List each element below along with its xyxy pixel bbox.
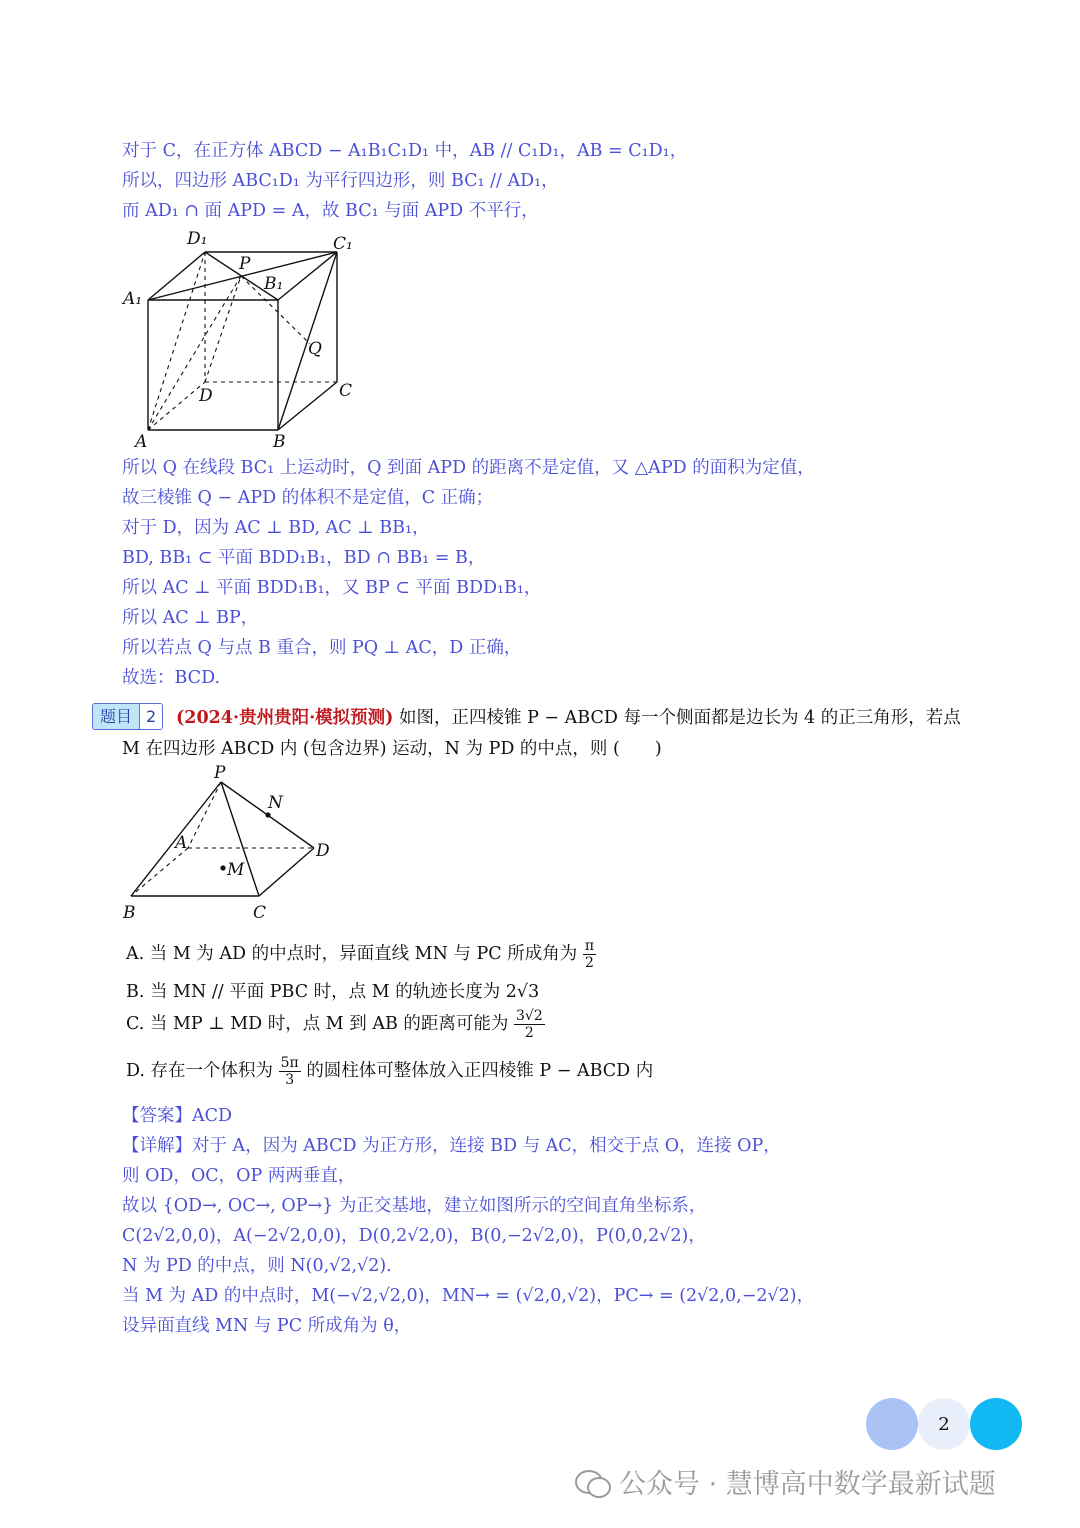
- solution-line: 所以若点 Q 与点 B 重合，则 PQ ⊥ AC，D 正确，: [122, 638, 522, 658]
- solution-line: 所以 AC ⊥ BP，: [122, 608, 259, 628]
- answer-section: [122, 1101, 814, 1341]
- label-B: B: [123, 903, 136, 923]
- footer-watermark: [575, 1462, 996, 1501]
- solution-line: 对于 D，因为 AC ⊥ BD, AC ⊥ BB₁，: [122, 518, 430, 538]
- option-c-num: 3√2: [516, 1008, 543, 1024]
- option-c-fraction: [514, 1008, 545, 1041]
- option-a-den: 2: [584, 955, 594, 971]
- badge-number: 2: [139, 704, 162, 729]
- solution-top: [122, 136, 687, 226]
- label-C: C: [253, 903, 267, 923]
- label-B: B: [273, 432, 286, 452]
- label-D: D: [199, 386, 213, 406]
- label-N: N: [268, 793, 283, 813]
- detail-line: 【详解】对于 A，因为 ABCD 为正方形，连接 BD 与 AC，相交于点 O，连接 OP，: [122, 1136, 781, 1156]
- option-c-den: 2: [524, 1025, 534, 1041]
- badge-label: 题目: [93, 704, 139, 729]
- label-P: P: [214, 763, 226, 783]
- option-c: [126, 1008, 545, 1041]
- solution-line: 所以 Q 在线段 BC₁ 上运动时，Q 到面 APD 的距离不是定值，又 △APD 的面积为定值，: [122, 458, 815, 478]
- pyramid-figure: [115, 760, 350, 925]
- label-A: A: [175, 833, 188, 853]
- option-a-text: A. 当 M 为 AD 的中点时，异面直线 MN 与 PC 所成角为: [126, 944, 578, 964]
- label-A: A: [135, 432, 148, 452]
- label-Q: Q: [308, 339, 322, 359]
- detail-line: 当 M 为 AD 的中点时，M(−√2,√2,0)，MN→ = (√2,0,√2)，PC→ = (2√2,0,−2√2)，: [122, 1286, 815, 1306]
- label-B1: B₁: [264, 274, 284, 294]
- footer-text: 公众号 · 慧博高中数学最新试题: [619, 1469, 996, 1500]
- question-source: (2024·贵州贵阳·模拟预测): [176, 708, 394, 728]
- page-number-circle: [918, 1398, 970, 1450]
- option-d-fraction: [279, 1055, 301, 1088]
- detail-line: 故以 {OD→, OC→, OP→} 为正交基地，建立如图所示的空间直角坐标系，: [122, 1196, 707, 1216]
- option-d: [126, 1055, 653, 1088]
- solution-line: 对于 C，在正方体 ABCD − A₁B₁C₁D₁ 中，AB // C₁D₁，AB = C₁D₁，: [122, 141, 688, 161]
- label-C: C: [339, 381, 353, 401]
- option-a-num: π: [584, 938, 595, 954]
- detail-line: C(2√2,0,0)，A(−2√2,0,0)，D(0,2√2,0)，B(0,−2√2,0)，P(0,0,2√2)，: [122, 1226, 706, 1246]
- option-a-fraction: [583, 938, 596, 971]
- label-A1: A₁: [123, 289, 143, 309]
- question-line-2: M 在四边形 ABCD 内 (包含边界) 运动，N 为 PD 的中点，则 ( ): [122, 739, 662, 759]
- page-circle-left: [866, 1398, 918, 1450]
- question-text-1: 如图，正四棱锥 P − ABCD 每一个侧面都是边长为 4 的正三角形，若点: [393, 708, 961, 728]
- page-circle-right: [970, 1398, 1022, 1450]
- solution-line: 故选：BCD.: [122, 668, 221, 688]
- label-M: M: [227, 860, 245, 880]
- solution-mid: [122, 453, 815, 693]
- solution-line: 而 AD₁ ∩ 面 APD = A，故 BC₁ 与面 APD 不平行，: [122, 201, 539, 221]
- solution-line: 所以，四边形 ABC₁D₁ 为平行四边形，则 BC₁ // AD₁，: [122, 171, 559, 191]
- label-D1: D₁: [187, 229, 208, 249]
- option-b: B. 当 MN // 平面 PBC 时，点 M 的轨迹长度为 2√3: [126, 982, 540, 1002]
- question-badge: [92, 703, 163, 730]
- wechat-icon: [575, 1468, 611, 1496]
- label-C1: C₁: [333, 234, 353, 254]
- detail-line: N 为 PD 的中点，则 N(0,√2,√2).: [122, 1256, 392, 1276]
- solution-line: 所以 AC ⊥ 平面 BDD₁B₁，又 BP ⊂ 平面 BDD₁B₁，: [122, 578, 542, 598]
- option-a: [126, 938, 596, 971]
- label-D: D: [316, 841, 330, 861]
- solution-line: 故三棱锥 Q − APD 的体积不是定值，C 正确；: [122, 488, 494, 508]
- option-d-text-1: D. 存在一个体积为: [126, 1061, 274, 1081]
- page-number: 2: [938, 1413, 950, 1435]
- option-c-text: C. 当 MP ⊥ MD 时，点 M 到 AB 的距离可能为: [126, 1014, 509, 1034]
- option-d-text-2: 的圆柱体可整体放入正四棱锥 P − ABCD 内: [306, 1061, 654, 1081]
- question-line-1: [176, 704, 961, 729]
- solution-line: BD, BB₁ ⊂ 平面 BDD₁B₁，BD ∩ BB₁ = B，: [122, 548, 486, 568]
- answer-line: 【答案】ACD: [122, 1106, 233, 1126]
- option-d-num: 5π: [280, 1055, 299, 1071]
- cube-figure: [115, 222, 375, 457]
- detail-line: 则 OD，OC，OP 两两垂直，: [122, 1166, 356, 1186]
- option-d-den: 3: [285, 1072, 295, 1088]
- detail-line: 设异面直线 MN 与 PC 所成角为 θ，: [122, 1316, 412, 1336]
- label-P: P: [239, 254, 251, 274]
